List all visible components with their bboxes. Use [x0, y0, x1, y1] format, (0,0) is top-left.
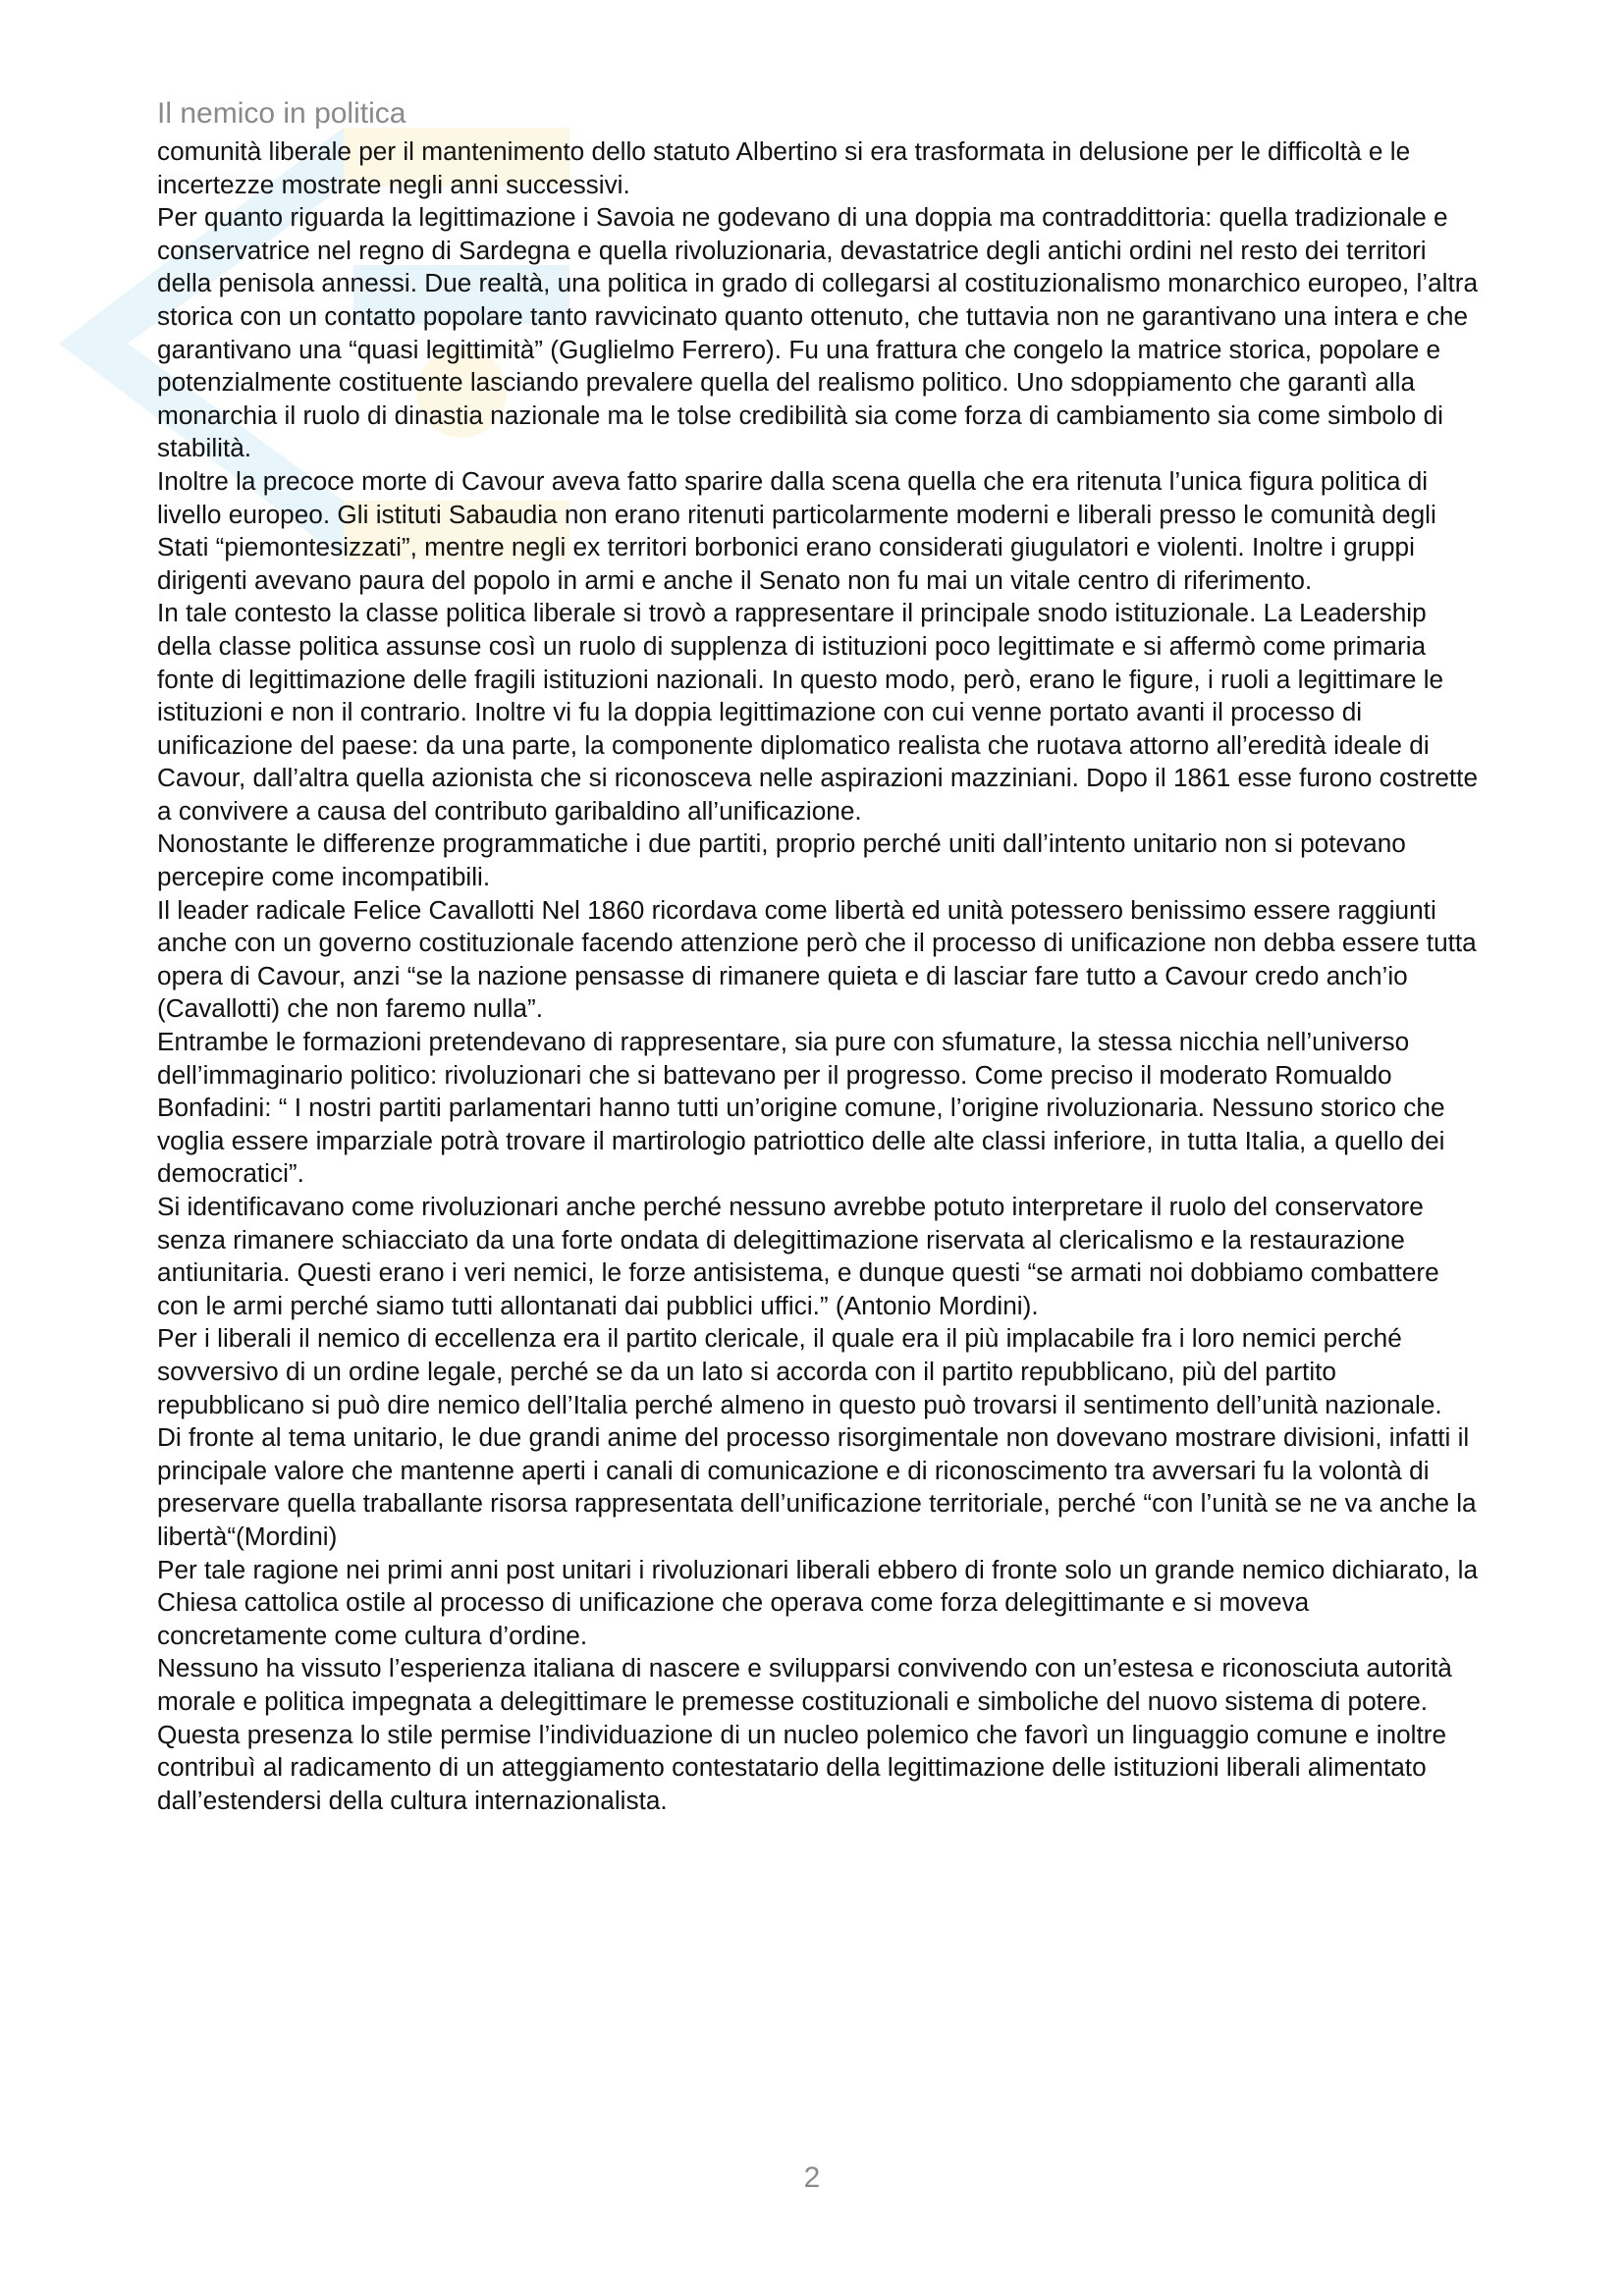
paragraph: Il leader radicale Felice Cavallotti Nel 1860 ricordava come libertà ed unità potessero benissimo essere raggiunti anche con un governo costituzionale facendo attenzione però che il processo di unificazione non debba essere tutta opera di Cavour, anzi “se la nazione pensasse di rimanere quieta e di lasciar fare tutto a Cavour credo anch’io (Cavallotti) che non faremo nulla”. — [157, 894, 1477, 1024]
paragraph: Per quanto riguarda la legittimazione i Savoia ne godevano di una doppia ma contraddittoria: quella tradizionale e conservatrice nel regno di Sardegna e quella rivoluzionaria, devastatrice degli antichi ordini nel resto dei territori della penisola annessi. Due realtà, una politica in grado di collegarsi al costituzionalismo monarchico europeo, l’altra storica con un contatto popolare tanto ravvicinato quanto ottenuto, che tuttavia non ne garantivano una intera e che garantivano una “quasi legittimità” (Guglielmo Ferrero). Fu una frattura che congelo la matrice storica, popolare e potenzialmente costituente lasciando prevalere quella del realismo politico. Uno sdoppiamento che garantì alla monarchia il ruolo di dinastia nazionale ma le tolse credibilità sia come forza di cambiamento sia come simbolo di stabilità. — [157, 202, 1479, 463]
document-body — [157, 135, 1483, 1817]
running-header: Il nemico in politica — [157, 97, 406, 130]
paragraph: Si identificavano come rivoluzionari anche perché nessuno avrebbe potuto interpretare il ruolo del conservatore senza rimanere schiacciato da una forte ondata di delegittimazione riservata al clericalismo e la restaurazione antiunitaria. Questi erano i veri nemici, le forze antisistema, e dunque questi “se armati noi dobbiamo combattere con le armi perché siamo tutti allontanati dai pubblici uffici.” (Antonio Mordini). — [157, 1192, 1439, 1320]
paragraph: Di fronte al tema unitario, le due grandi anime del processo risorgimentale non dovevano mostrare divisioni, infatti il principale valore che mantenne aperti i canali di comunicazione e di riconoscimento tra avversari fu la volontà di preservare quella traballante risorsa rappresentata dell’unificazione territoriale, perché “con l’unità se ne va anche la libertà“(Mordini) — [157, 1422, 1477, 1551]
page-number: 2 — [803, 2162, 821, 2194]
paragraph: Nonostante le differenze programmatiche i due partiti, proprio perché uniti dall’intento unitario non si potevano percepire come incompatibili. — [157, 828, 1406, 892]
paragraph: Per i liberali il nemico di eccellenza era il partito clericale, il quale era il più implacabile fra i loro nemici perché sovversivo di un ordine legale, perché se da un lato si accorda con il partito repubblicano, più del partito repubblicano si può dire nemico dell’Italia perché almeno in questo può trovarsi il sentimento dell’unità nazionale. — [157, 1323, 1442, 1419]
paragraph: Entrambe le formazioni pretendevano di rappresentare, sia pure con sfumature, la stessa nicchia nell’universo dell’immaginario politico: rivoluzionari che si battevano per il progresso. Come preciso il moderato Romualdo Bonfadini: “ I nostri partiti parlamentari hanno tutti un’origine comune, l’origine rivoluzionaria. Nessuno storico che voglia essere imparziale potrà trovare il martirologio patriottico delle alte classi inferiore, in tutta Italia, a quello dei democratici”. — [157, 1027, 1445, 1189]
paragraph: Per tale ragione nei primi anni post unitari i rivoluzionari liberali ebbero di fronte solo un grande nemico dichiarato, la Chiesa cattolica ostile al processo di unificazione che operava come forza delegittimante e si moveva concretamente come cultura d’ordine. — [157, 1554, 1479, 1650]
paragraph: Inoltre la precoce morte di Cavour aveva fatto sparire dalla scena quella che era ritenuta l’unica figura politica di livello europeo. Gli istituti Sabaudia non erano ritenuti particolarmente moderni e liberali presso le comunità degli Stati “piemontesizzati”, mentre negli ex territori borbonici erano considerati giugulatori e violenti. Inoltre i gruppi dirigenti avevano paura del popolo in armi e anche il Senato non fu mai un vitale centro di riferimento. — [157, 465, 1436, 595]
paragraph: In tale contesto la classe politica liberale si trovò a rappresentare il principale snodo istituzionale. La Leadership della classe politica assunse così un ruolo di supplenza di istituzioni poco legittimate e si affermò come primaria fonte di legittimazione delle fragili istituzioni nazionali. In questo modo, però, erano le figure, i ruoli a legittimare le istituzioni e non il contrario. Inoltre vi fu la doppia legittimazione con cui venne portato avanti il processo di unificazione del paese: da una parte, la componente diplomatico realista che ruotava attorno all’eredità ideale di Cavour, dall’altra quella azionista che si riconosceva nelle aspirazioni mazziniani. Dopo il 1861 esse furono costrette a convivere a causa del contributo garibaldino all’unificazione. — [157, 598, 1479, 826]
document-page — [157, 96, 1483, 1817]
paragraph: comunità liberale per il mantenimento dello statuto Albertino si era trasformata in delusione per le difficoltà e le incertezze mostrate negli anni successivi. — [157, 136, 1411, 199]
paragraph: Nessuno ha vissuto l’esperienza italiana di nascere e svilupparsi convivendo con un’estesa e riconosciuta autorità morale e politica impegnata a delegittimare le premesse costituzionali e simboliche del nuovo sistema di potere. Questa presenza lo stile permise l’individuazione di un nucleo polemico che favorì un linguaggio comune e inoltre contribuì al radicamento di un atteggiamento contestatario della legittimazione delle istituzioni liberali alimentato dall’estendersi della cultura internazionalista. — [157, 1653, 1452, 1815]
